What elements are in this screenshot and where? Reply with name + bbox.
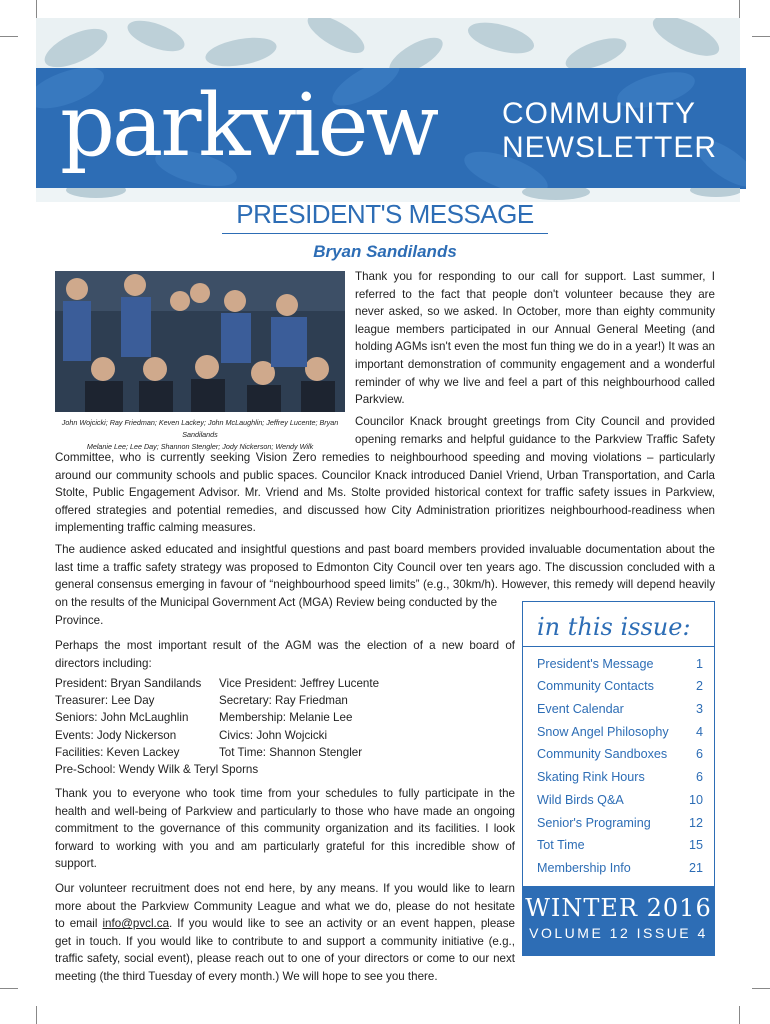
toc-page-number: 2 — [695, 679, 703, 693]
crop-mark — [36, 0, 37, 18]
toc-item[interactable]: Snow Angel Philosophy 4 — [537, 721, 703, 743]
toc-page-number: 4 — [695, 725, 703, 739]
toc-item[interactable]: Senior's Programing 12 — [537, 812, 703, 834]
masthead — [36, 68, 746, 189]
toc-item[interactable]: Skating Rink Hours 6 — [537, 766, 703, 788]
board-role-row: President: Bryan Sandilands Vice President: Jeffrey Lucente — [55, 677, 380, 690]
crop-mark — [36, 1006, 37, 1024]
toc-item[interactable]: Tot Time 15 — [537, 834, 703, 856]
toc-divider — [523, 646, 714, 647]
article-paragraph: Thank you to everyone who took time from your schedules to fully participate in the health and well-being of Parkview and particularly to those who have made an ongoing commitment to the governance of this community organization and its facilities. I look forward to working with you and am particularly grateful for this incredible show of support. — [55, 787, 515, 871]
issue-season: WINTER 2016 — [525, 894, 712, 922]
article-paragraph: The audience asked educated and insightful questions and past board members provided invaluable documentation about the last time a traffic safety strategy was proposed to Edmonton City Council over ten years ago. The discussion concluded with a general consensus emerging in favour of “neighbourhood speed limits” (e.g., 30km/h). However, this remedy will depend heavily — [55, 543, 715, 592]
toc-title: in this issue: — [537, 613, 691, 641]
board-role-row: Events: Jody Nickerson Civics: John Wojcicki — [55, 728, 328, 742]
article-headline: PRESIDENT'S MESSAGE — [236, 199, 534, 229]
toc-page-number: 12 — [688, 816, 703, 830]
toc-item[interactable]: Wild Birds Q&A 10 — [537, 789, 703, 811]
crop-mark — [752, 36, 770, 37]
toc-item[interactable]: Membership Info 21 — [537, 857, 703, 879]
article-paragraph: on the results of the Municipal Government Act (MGA) Review being conducted by the Province. — [55, 596, 498, 627]
crop-mark — [0, 36, 18, 37]
crop-mark — [752, 988, 770, 989]
email-line: to email info@pvcl.ca. If you would like to see an activity or an event happen, please — [55, 917, 515, 931]
article-paragraph: Councilor Knack brought greetings from City Council and provided opening remarks and helpful guidance to the Parkview Traffic Safety — [355, 415, 715, 446]
article-paragraph: Our volunteer recruitment does not end here, by any means. If you would like to learn more about the Parkview Community League and what we do, please do not hesitate to email info@pvcl.ca. If you would like to see an activity or an event happen, please get in touch. If you would like to contribute to and support a community initiative (e.g., traffic safety, social event), please reach out to one of your directors or come to our next meeting (the third Tuesday of every month.) We will hope to see you there. — [55, 882, 515, 983]
article-paragraph: Perhaps the most important result of the AGM was the election of a new board of directors including: — [55, 639, 515, 670]
toc-page-number: 3 — [695, 702, 703, 716]
toc-page-number: 6 — [695, 747, 703, 761]
headline-divider — [222, 233, 548, 234]
toc-item[interactable]: Community Sandboxes 6 — [537, 743, 703, 765]
email-link[interactable]: info@pvcl.ca — [102, 917, 170, 931]
photo-caption: John Wojcicki; Ray Friedman; Keven Lackey; John McLaughlin; Jeffrey Lucente; Bryan Sandilands Melanie Lee; Lee Day; Shannon Stengler; Jody Nickerson; Wendy Wilk — [61, 418, 339, 451]
crop-mark — [739, 0, 740, 18]
board-roles-list — [55, 675, 515, 778]
toc-item[interactable]: Event Calendar 3 — [537, 698, 703, 720]
masthead-newsletter: NEWSLETTER — [502, 131, 718, 164]
article-paragraph: Committee, who is currently seeking Vision Zero remedies to neighbourhood speeding and moving violations – particularly around our community schools and public spaces. Councilor Knack introduced Daniel Vriend, Urban Transportation, and Carla Stolte, Public Engagement Advisor. Mr. Vriend and Ms. Stolte provided historical context for traffic safety issues in Parkview, offered strategies and potential remedies, and discussed how City Administration prioritizes neighbourhood-readiness when implementing traffic calming measures. — [55, 451, 715, 535]
article-byline: Bryan Sandilands — [313, 242, 457, 261]
board-group-photo — [55, 271, 345, 412]
toc-page-number: 6 — [695, 770, 703, 784]
toc-item[interactable]: Community Contacts 2 — [537, 675, 703, 697]
board-role-row: Seniors: John McLaughlin Membership: Melanie Lee — [55, 711, 353, 725]
board-role-row: Pre-School: Wendy Wilk & Teryl Sporns — [55, 762, 259, 776]
crop-mark — [739, 1006, 740, 1024]
board-role-row: Treasurer: Lee Day Secretary: Ray Friedman — [55, 694, 348, 708]
issue-volume: VOLUME 12 ISSUE 4 — [529, 925, 708, 941]
in-this-issue-box — [522, 601, 715, 887]
article-paragraph: Thank you for responding to our call for support. Last summer, I referred to the fact that people don't volunteer because they are never asked, so we asked. In October, more than eighty community league members participated in our Annual General Meeting (and holding AGMs isn't even the most fun thing we do in a year!) It was an important demonstration of community engagement and a wonderful reminder of why we live and feel a part of this neighbourhood called Parkview. — [355, 270, 715, 407]
leaf-pattern-top — [36, 18, 740, 70]
toc-page-number: 15 — [688, 838, 703, 852]
board-role-row: Facilities: Keven Lackey Tot Time: Shannon Stengler — [55, 745, 363, 759]
toc-item[interactable]: President's Message 1 — [537, 653, 703, 675]
newsletter-title: parkview — [60, 76, 437, 176]
toc-page-number: 21 — [688, 861, 703, 875]
toc-page-number: 10 — [688, 793, 703, 807]
masthead-community: COMMUNITY — [502, 97, 696, 130]
toc-page-number: 1 — [695, 657, 703, 671]
crop-mark — [0, 988, 18, 989]
issue-banner — [522, 886, 715, 956]
